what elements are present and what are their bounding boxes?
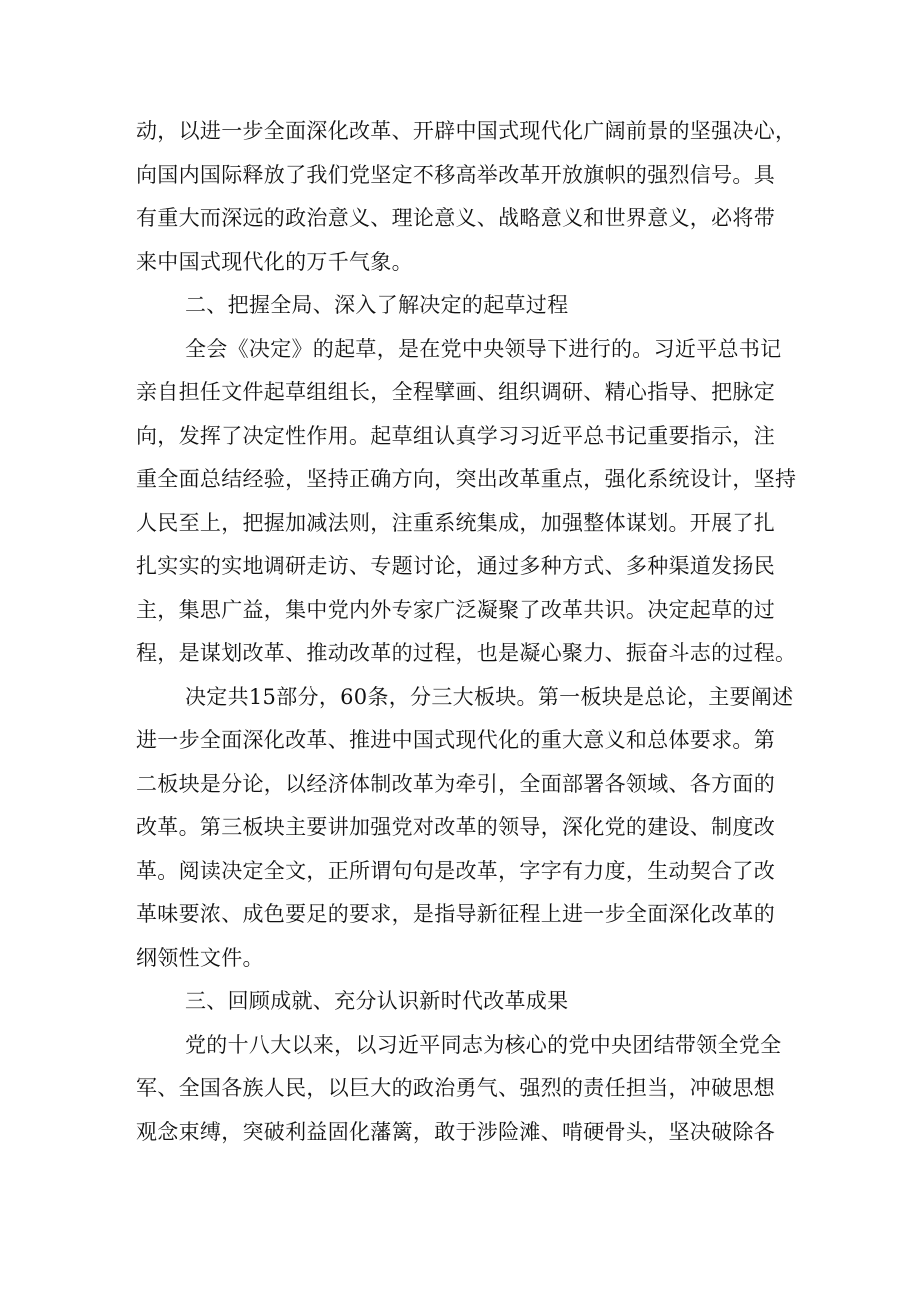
text-line: 进一步全面深化改革、推进中国式现代化的重大意义和总体要求。第 bbox=[136, 728, 775, 752]
text-line: 动，以进一步全面深化改革、开辟中国式现代化广阔前景的坚强决心， bbox=[136, 119, 797, 143]
text-line: 改革。第三板块主要讲加强党对改革的领导，深化党的建设、制度改 bbox=[136, 815, 775, 839]
text-line: 革味要浓、成色要足的要求，是指导新征程上进一步全面深化改革的 bbox=[136, 902, 775, 926]
text-line: 亲自担任文件起草组组长，全程擘画、组织调研、精心指导、把脉定 bbox=[136, 380, 775, 404]
text-line: 向，发挥了决定性作用。起草组认真学习习近平总书记重要指示，注 bbox=[136, 423, 775, 448]
text-line: 人民至上，把握加减法则，注重系统集成，加强整体谋划。开展了扎 bbox=[136, 510, 775, 535]
text-line: 重全面总结经验，坚持正确方向，突出改革重点，强化系统设计，坚持 bbox=[136, 467, 797, 491]
text-line: 程，是谋划改革、推动改革的过程，也是凝心聚力、振奋斗志的过程。 bbox=[136, 641, 797, 665]
text-line: 军、全国各族人民，以巨大的政治勇气、强烈的责任担当，冲破思想 bbox=[136, 1076, 775, 1100]
text-line: 革。阅读决定全文，正所谓句句是改革，字字有力度，生动契合了改 bbox=[136, 858, 775, 883]
text-line: 全会《决定》的起草，是在党中央领导下进行的。习近平总书记 bbox=[185, 336, 782, 361]
text-line: 来中国式现代化的万千气象。 bbox=[136, 249, 413, 274]
text-line: 扎实实的实地调研走访、专题讨论，通过多种方式、多种渠道发扬民 bbox=[136, 554, 775, 578]
text-line: 党的十八大以来，以习近平同志为核心的党中央团结带领全党全 bbox=[185, 1032, 782, 1057]
section-heading: 二、把握全局、深入了解决定的起草过程 bbox=[185, 293, 569, 317]
text-line: 有重大而深远的政治意义、理论意义、战略意义和世界意义，必将带 bbox=[136, 206, 775, 230]
text-line: 观念束缚，突破利益固化藩篱，敢于涉险滩、啃硬骨头，坚决破除各 bbox=[136, 1119, 775, 1144]
text-line: 二板块是分论，以经济体制改革为牵引，全面部署各领域、各方面的 bbox=[136, 771, 775, 796]
document-body bbox=[136, 110, 802, 1154]
text-line: 主，集思广益，集中党内外专家广泛凝聚了改革共识。决定起草的过 bbox=[136, 597, 775, 622]
text-line: 向国内国际释放了我们党坚定不移高举改革开放旗帜的强烈信号。具 bbox=[136, 162, 775, 187]
text-line: 纲领性文件。 bbox=[136, 945, 264, 970]
text-line: 决定共15部分，60条，分三大板块。第一板块是总论，主要阐述 bbox=[185, 684, 794, 709]
section-heading: 三、回顾成就、充分认识新时代改革成果 bbox=[185, 989, 569, 1013]
